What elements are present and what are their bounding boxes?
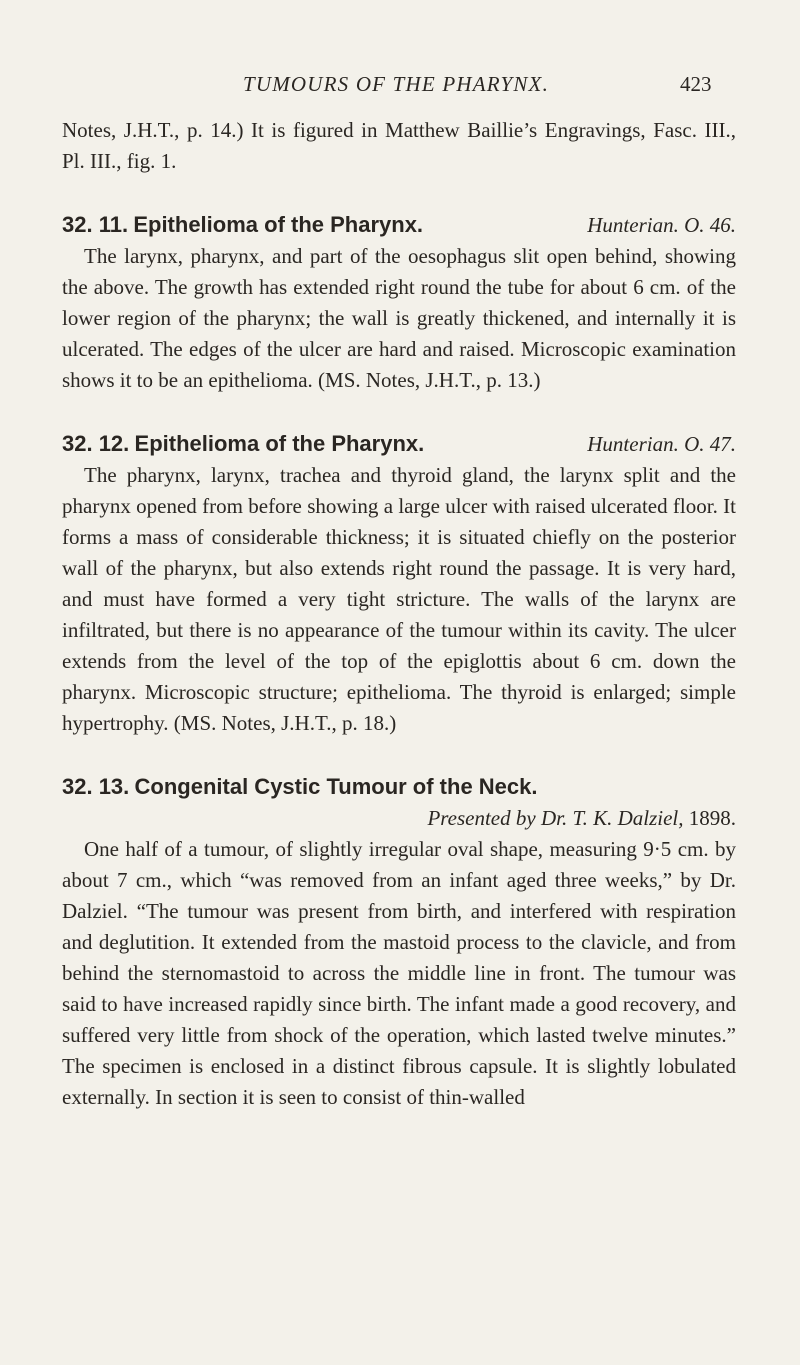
presented-year: 1898. (688, 806, 736, 830)
entry-description: The pharynx, larynx, trachea and thyroid gland, the larynx split and the pharynx opened from before showing a large ulcer with raised ulcerated floor. It forms a mass of considerable thickness; it is situated chiefly on the posterior wall of the pharynx, but also extends right round the passage. It is very hard, and must have formed a very tight stricture. The walls of the larynx are infiltrated, but there is no appearance of the tumour within its cavity. The ulcer extends from the level of the top of the epiglottis about 6 cm. down the pharynx. Microscopic structure; epithelioma. The thyroid is enlarged; simple hypertrophy. (MS. Notes, J.H.T., p. 18.) (62, 463, 736, 735)
entry-32-12 (62, 428, 736, 739)
presented-by-line (62, 803, 736, 834)
entry-description: One half of a tumour, of slightly irregular oval shape, measuring 9·5 cm. by about 7 cm., which “was removed from an infant aged three weeks,” by Dr. Dalziel. “The tumour was present from birth, and interfered with respiration and deglutition. It extended from the mastoid process to the clavicle, and from behind the sternomastoid to across the middle line in front. The tumour was said to have increased rapidly since birth. The infant made a good recovery, and suffered very little from shock of the operation, which lasted twelve minutes.” The specimen is enclosed in a distinct fibrous capsule. It is slightly lobulated externally. In section it is seen to consist of thin-walled (62, 837, 736, 1109)
presented-by: Presented by Dr. T. K. Dalziel, (427, 806, 684, 830)
entry-heading (62, 209, 736, 241)
entry-number: 32. 12. (62, 431, 130, 456)
entry-32-11 (62, 209, 736, 396)
running-title: TUMOURS OF THE PHARYNX. (242, 72, 550, 96)
page-number: 423 (680, 72, 712, 96)
entry-heading (62, 771, 736, 803)
intro-paragraph: Notes, J.H.T., p. 14.) It is figured in Matthew Baillie’s Engravings, Fasc. III., Pl. III., fig. 1. (62, 118, 736, 173)
entry-heading (62, 428, 736, 460)
entry-source: Hunterian. O. 46. (587, 213, 736, 237)
entry-source: Hunterian. O. 47. (587, 432, 736, 456)
entry-title: Epithelioma of the Pharynx. (134, 431, 425, 456)
entry-description: The larynx, pharynx, and part of the oesophagus slit open behind, showing the above. The growth has extended right round the tube for about 6 cm. of the lower region of the pharynx; the wall is greatly thickened, and internally it is ulcerated. The edges of the ulcer are hard and raised. Microscopic examination shows it to be an epithelioma. (MS. Notes, J.H.T., p. 13.) (62, 244, 736, 392)
entry-32-13 (62, 771, 736, 1113)
entry-title: Congenital Cystic Tumour of the Neck. (134, 774, 538, 799)
body-text (62, 115, 736, 1113)
entry-number: 32. 11. (62, 212, 129, 237)
entry-number: 32. 13. (62, 774, 130, 799)
entry-title: Epithelioma of the Pharynx. (133, 212, 424, 237)
